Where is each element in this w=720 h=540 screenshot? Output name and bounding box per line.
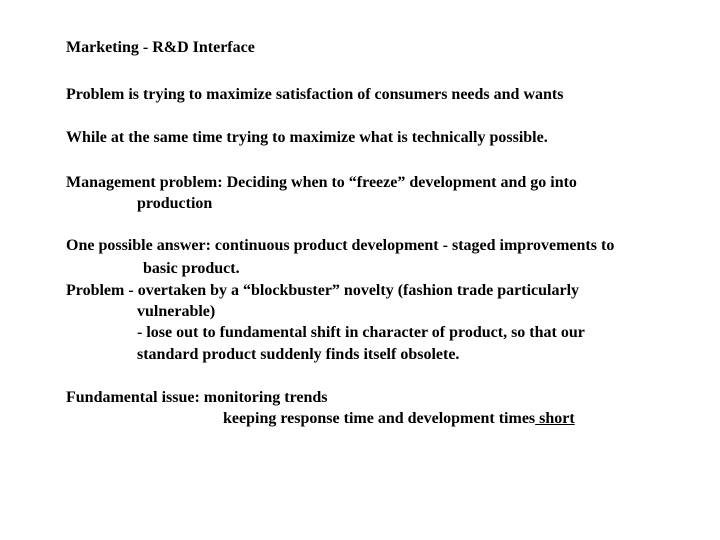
fundamental-issue-line2 [223,409,575,429]
possible-answer-line2: basic product. [143,260,240,277]
slide-title: Marketing - R&D Interface [66,39,255,56]
overtaken-problem-line1: Problem - overtaken by a “blockbuster” novelty (fashion trade particularly [66,282,580,299]
fundamental-shift-line1: - lose out to fundamental shift in character of product, so that our [137,324,585,341]
management-problem-line2: production [137,195,213,212]
management-problem-line1: Management problem: Deciding when to “freeze” development and go into [66,174,577,191]
technical-statement: While at the same time trying to maximize what is technically possible. [66,129,548,146]
underlined-short: short [535,410,575,427]
fundamental-issue-text: keeping response time and development times [223,410,536,427]
problem-statement: Problem is trying to maximize satisfaction of consumers needs and wants [66,86,564,103]
possible-answer-line1: One possible answer: continuous product development - staged improvements to [66,237,615,254]
fundamental-issue-line1: Fundamental issue: monitoring trends [66,389,328,406]
fundamental-shift-line2: standard product suddenly finds itself obsolete. [137,346,460,363]
overtaken-problem-line2: vulnerable) [137,303,216,320]
